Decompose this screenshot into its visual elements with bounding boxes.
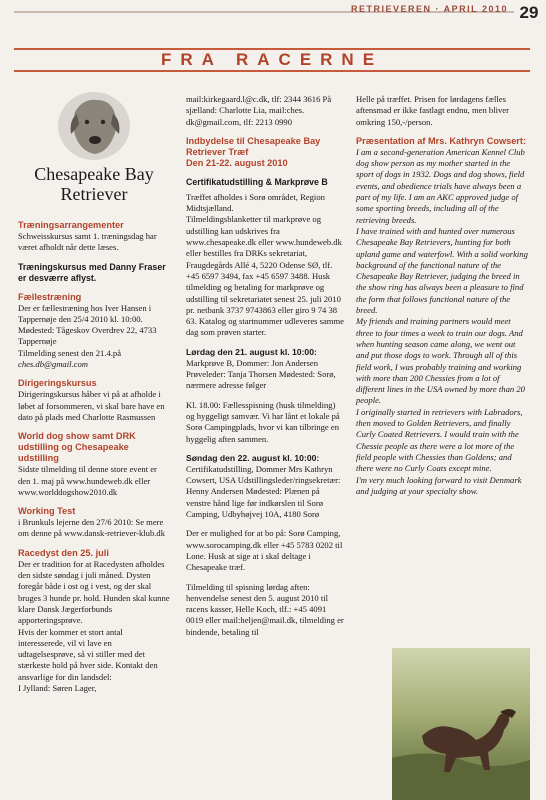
paragraph: I Jylland: Søren Lager, (18, 683, 97, 694)
dog-silhouette-icon (392, 648, 530, 800)
email-link[interactable]: ches.db@gmail.com (18, 359, 88, 370)
paragraph: Markprøve B, Dommer: Jon Andersen Prøveleder: Tanja Thorsen Mødested: Sorø, nærmere adresse følger (186, 357, 336, 391)
heading: Søndag den 22. august kl. 10:00: (186, 452, 320, 463)
heading: Certifikatudstilling & Markprøve B (186, 176, 328, 187)
running-header: RETRIEVEREN · APRIL 2010 (350, 4, 508, 14)
heading: Racedyst den 25. juli (18, 547, 109, 558)
paragraph: Tilmelding senest den 21.4.på (18, 347, 122, 358)
paragraph: Dirigeringskursus håber vi på at afholde i løbet af forsommeren, vi skal bare have en dato på plads med Charlotte Rasmussen (18, 389, 165, 422)
column-3 (356, 94, 528, 497)
paragraph: Tilmelding til spisning lørdag aften: henvendelse senest den 5. august 2010 til racens kasser, Helle Koch, tlf.: +45 4091 0019 eller mail:heljen@mail.dk, tilmelding er bindende, betaling til (186, 581, 344, 637)
heading: Working Test (18, 506, 76, 517)
paragraph: Certifikatudstilling, Dommer Mrs Kathryn Cowsert, USA Udstillingsleder/ringsekretær: Henny Andersen Mødested: Plænen på venstre hånd lige før indkørslen til Sorø Camping, Udbyhøjvej 10A, 4180 Sorø (186, 463, 341, 520)
heading: Præsentation af Mrs. Kathryn Cowsert: (356, 135, 527, 146)
paragraph: I have trained with and hunted over numerous Chesapeake Bay Retrievers, hunting for both upland game and waterfowl. With a solid working background of the functional nature of the Chesapeake Bay Retriever, judging the breed in the show ring has always been a pleasure to find the form that follows functional nature of the breed. (356, 225, 528, 316)
paragraph: Tilmeldingsblanketter til markprøve og udstilling kan udskrives fra www.chesapeake.dk eller www.hundeweb.dk eller bestilles fra DRKs sekretariat, Fraugdegårds Allé 4, 5220 Odense SØ, tlf. +45 6597 3494, fax +45 6597 3488. Husk tilmelding og betaling for markprøve og udstilling til sekretariatet senest 25. juli 2010 pr. netbank 3737 9743863 eller giro 9 74 38 63. Katalog og startnummer udleveres samme dag som prøven starter. (186, 214, 344, 338)
paragraph: I am a second-generation American Kennel Club dog show person as my mother started in the sport of dogs in 1932. Dogs and dog shows, field events, and obedience trials have always been a part of my life. I am an AKC approved judge of some sporting breeds, including all of the retrieving breeds. (356, 146, 525, 225)
paragraph: Der er mulighed for at bo på: Sorø Camping, www.sorocamping.dk eller +45 5783 0202 til Lone. Husk at sige at i skal deltage i Chesapeake træf. (186, 528, 343, 573)
dog-head-icon (53, 90, 135, 162)
paragraph: I originally started in retrievers with Labradors, then moved to Golden Retrievers, and finally Curly Coated Retrievers. I would train with the Chessie people as there were a lot more of the field people with Chessies than Goldens; and there were no Curly Coats except mine. (356, 406, 523, 474)
heading: Dirigeringskursus (18, 378, 97, 389)
paragraph: Der er fællestræning hos Iver Hansen i Tappernøje den 25/4 2010 kl. 10:00. (18, 302, 152, 324)
heading-date: Den 21-22. august 2010 (186, 157, 288, 168)
paragraph: My friends and training partners would meet three to four times a week to train our dogs. And when hunting season came along, we went out and put those dogs to work. Through all of this field work, I was probably training and working with more than 200 Chessies from a lot of different lines in the USA owned by more than 20 people. (356, 316, 525, 406)
heading: World dog show samt DRK udstilling og Chesapeake udstilling (18, 431, 136, 464)
paragraph: mail:kirkegaard.l@c.dk, tlf: 2344 3616 På sjælland: Charlotte Lia, mail:ches. dk@gmail.com, tlf: 2213 0990 (186, 94, 332, 127)
heading: Fællestræning (18, 291, 82, 302)
breed-logo (18, 90, 170, 212)
paragraph: Kl. 18.00: Fællesspisning (husk tilmelding) og hyggeligt samvær. Vi har lånt et lokale på Sorø Campingplads, hvor vi kan tilbringe en hyggelig aften sammen. (186, 399, 340, 444)
section-banner (14, 48, 530, 72)
dog-photo (392, 648, 530, 800)
heading: Træningsarrangementer (18, 220, 124, 230)
paragraph: Sidste tilmelding til denne store event er den 1. maj på www.hundeweb.dk eller www.worlddogshow2010.dk (18, 464, 157, 497)
section-title: FRA RACERNE (155, 50, 389, 70)
paragraph: Mødested: Tågeskov Overdrev 22, 4733 Tappernøje (18, 325, 157, 347)
heading: Træningskursus med Danny Fraser er desværre aflyst. (18, 261, 166, 283)
column-1 (18, 90, 170, 694)
heading: Indbydelse til Chesapeake Bay Retriever Træf (186, 135, 321, 157)
logo-line-1: Chesapeake Bay (34, 164, 154, 184)
column-2 (186, 94, 344, 638)
paragraph: Hvis der kommer et stort antal interesserede, vil vi lave en udtagelsesprøve, så vi stiller med det stærkeste hold på hver side. Kontakt den ansvarlige for din landsdel: (18, 626, 158, 682)
page-number: 29 (519, 3, 539, 22)
paragraph: Helle på træffet. Prisen for lørdagens fælles aftensmad er ikke fastlagt endnu, men bliver omkring 150,-/person. (356, 94, 509, 127)
paragraph: I'm very much looking forward to visit Denmark and judging at your specialty show. (356, 474, 522, 496)
paragraph: Træffet afholdes i Sorø området, Region Midtsjælland. (186, 191, 325, 214)
heading: Lørdag den 21. august kl. 10:00: (186, 346, 317, 357)
logo-line-2: Retriever (60, 184, 128, 204)
paragraph: i Brunkuls lejerne den 27/6 2010: Se mere om denne på www.dansk-retriever-klub.dk (18, 517, 165, 539)
paragraph: Schweisskursus samt 1. træningsdag har været afholdt når dette læses. (18, 231, 157, 253)
paragraph: Der er tradition for at Racedysten afholdes den sidste søndag i juli måned. Dysten foregår både i ost og i vest, og der skal bruges 3 hunde pr. hold. Hunden skal kunne klare Dansk Jægerforbunds apporteringsprøve. (18, 558, 170, 626)
